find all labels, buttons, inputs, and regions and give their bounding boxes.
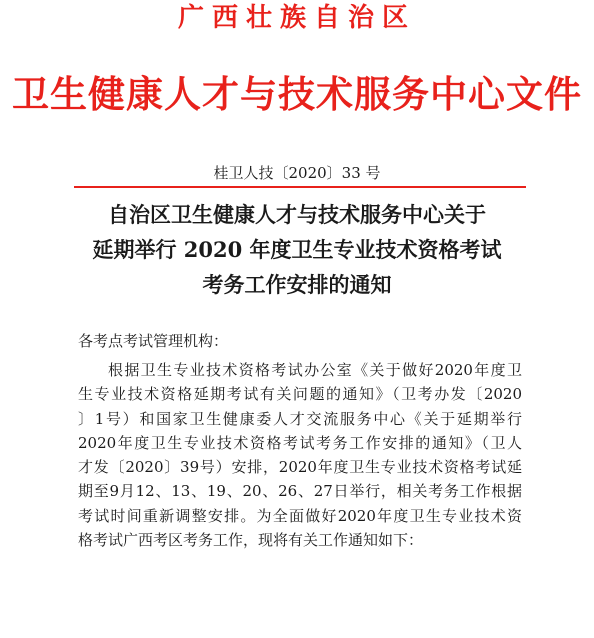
document-title-line-2: 延期举行 2020 年度卫生专业技术资格考试 [92, 237, 502, 262]
document-title-line-3: 考务工作安排的通知 [202, 272, 392, 297]
body-line-6: 期至9月12、13、19、20、26、27日举行，相关考务工作根据 [78, 482, 522, 501]
body-paragraph [78, 358, 522, 552]
body-line-2: 生专业技术资格延期考试有关问题的通知》（卫考办发〔2020 [78, 385, 522, 404]
body-line-7: 考试时间重新调整安排。为全面做好2020年度卫生专业技术资 [78, 506, 522, 525]
body-line-3: 〕1号）和国家卫生健康委人才交流服务中心《关于延期举行 [78, 409, 522, 428]
salutation: 各考点考试管理机构： [78, 332, 229, 350]
issuing-region: 广西壮族自治区 [177, 3, 416, 33]
body-line-4: 2020年度卫生专业技术资格考试考务工作安排的通知》（卫人 [78, 433, 522, 452]
body-line-5: 才发〔2020〕39号）安排，2020年度卫生专业技术资格考试延 [78, 458, 522, 477]
document-title-line-1: 自治区卫生健康人才与技术服务中心关于 [108, 202, 486, 227]
red-divider-line [74, 186, 526, 188]
body-line-1: 根据卫生专业技术资格考试办公室《关于做好2020年度卫 [108, 361, 522, 379]
body-line-8: 格考试广西考区考务工作，现将有关工作通知如下： [78, 531, 424, 550]
issuing-organization-title: 卫生健康人才与技术服务中心文件 [12, 72, 582, 116]
document-number: 桂卫人技〔2020〕33 号 [213, 164, 381, 182]
document-title [0, 197, 594, 302]
